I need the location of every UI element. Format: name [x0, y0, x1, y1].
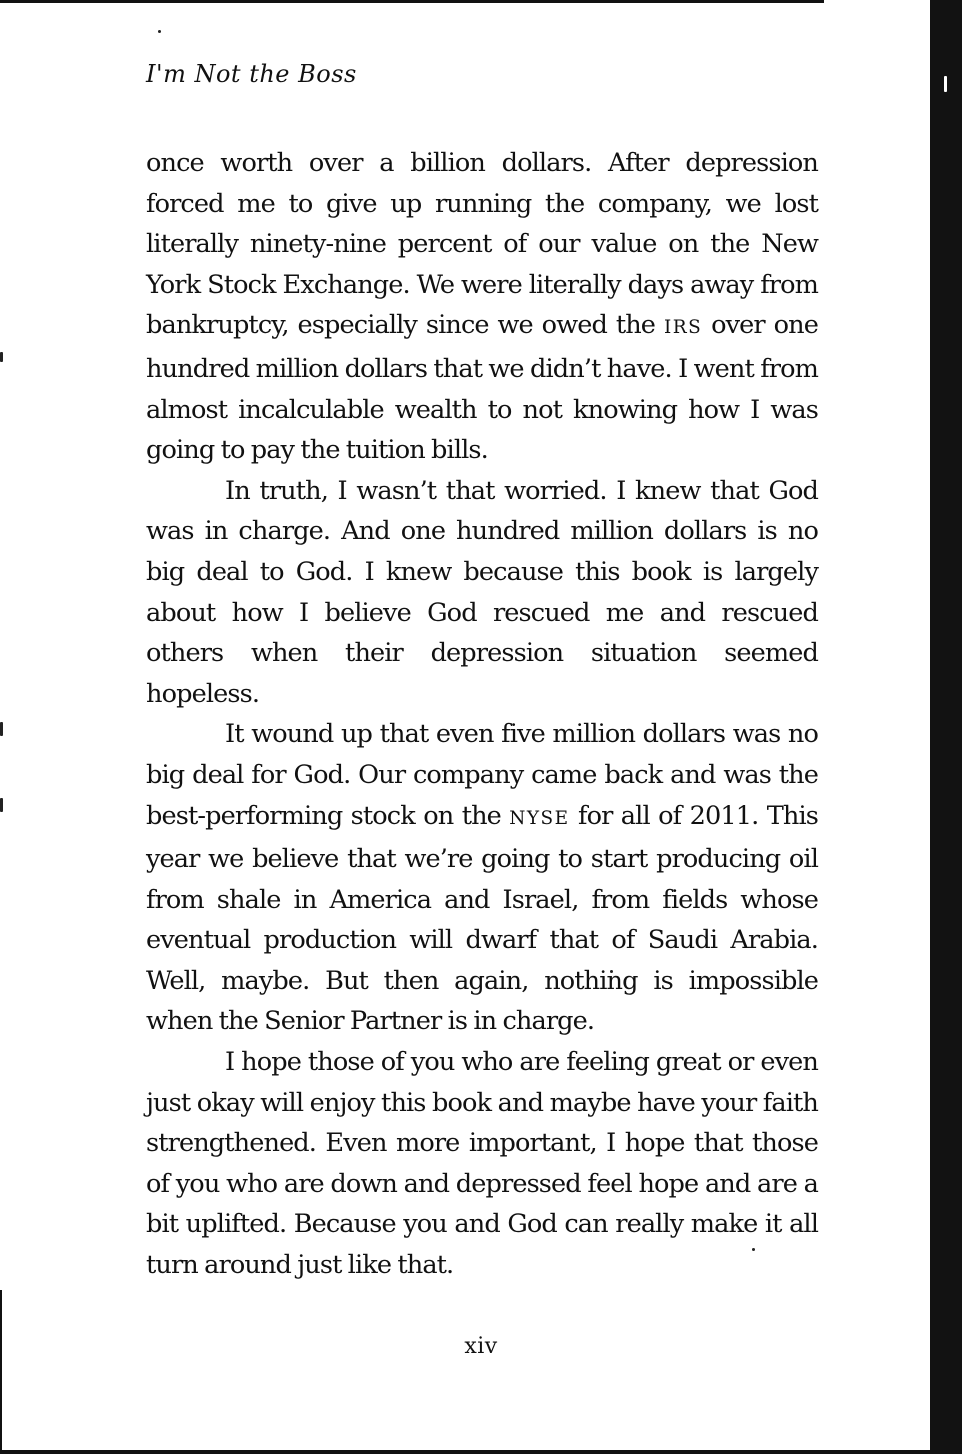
- scan-right-edge: [930, 0, 962, 1454]
- body-text: [146, 143, 818, 1286]
- scan-speck: [0, 798, 3, 812]
- scan-top-edge: [0, 0, 824, 3]
- scan-speck: [0, 352, 3, 362]
- paragraph-3: It wound up that even five million dollars was no big deal for God. Our company came back and was the best-performing stock on the NYSE for all of 2011. This year we believe that we’re going to start producing oil from shale in America and Israel, from fields whose eventual production will dwarf that of Saudi Arabia. Well, maybe. But then again, nothing is impossible when the Senior Partner is in charge.: [146, 719, 818, 1037]
- running-head: I'm Not the Boss: [146, 60, 357, 88]
- paragraph-4: I hope those of you who are feeling great or even just okay will enjoy this book and maybe have your faith strengthened. Even more important, I hope that those of you who are down and depressed feel hope and are a bit uplifted. Because you and God can really make it all turn around just like that.: [146, 1047, 818, 1281]
- scan-speck: [0, 722, 3, 736]
- scan-bottom-edge: [0, 1450, 930, 1454]
- smallcaps-irs: IRS: [663, 317, 703, 339]
- scan-speck: [158, 30, 161, 33]
- paragraph-1: once worth over a billion dollars. After depression forced me to give up running the company, we lost literally ninety-nine percent of our value on the New York Stock Exchange. We were literally days away from bankruptcy, especially since we owed the IRS over one hundred million dollars that we didn’t have. I went from almost incalculable wealth to not knowing how I was going to pay the tuition bills.: [146, 148, 818, 466]
- scan-left-edge: [0, 1290, 2, 1454]
- scan-speck: [944, 76, 947, 92]
- paragraph-2: In truth, I wasn’t that worried. I knew that God was in charge. And one hundred million dollars is no big deal to God. I knew because this book is largely about how I believe God rescued me and rescued others when their depression situation seemed hopeless.: [146, 475, 818, 709]
- smallcaps-nyse: NYSE: [509, 807, 570, 829]
- page-number: xiv: [464, 1334, 498, 1359]
